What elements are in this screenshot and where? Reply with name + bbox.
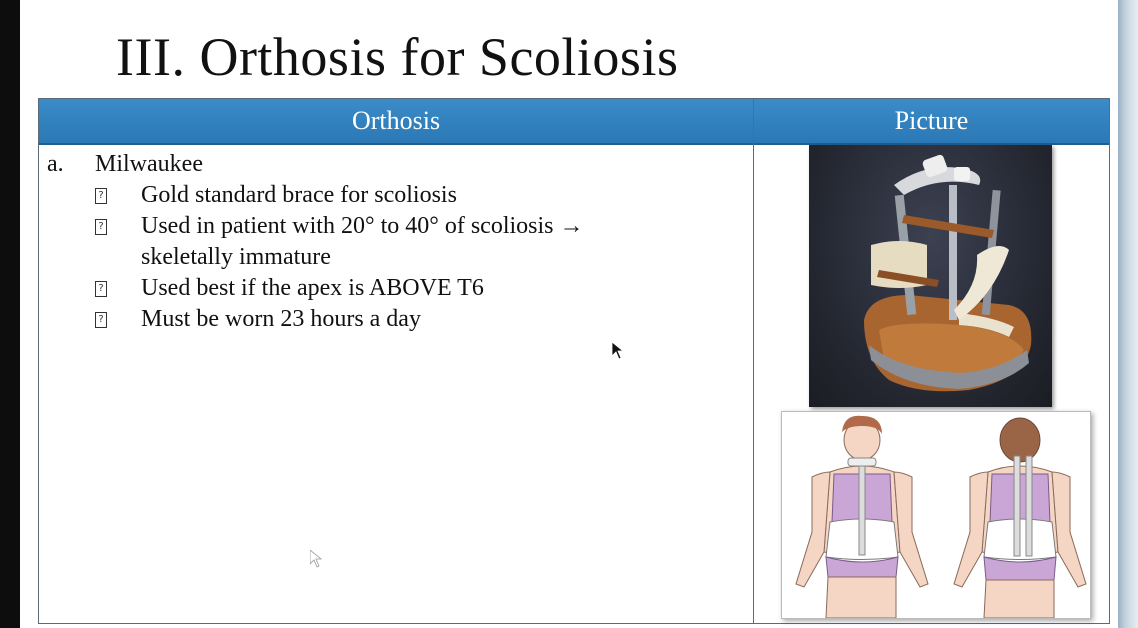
item-letter: a. [47,151,64,177]
bullet-text: Used in patient with 20° to 40° of scoliosis → skeletally immature [141,213,584,270]
header-picture: Picture [894,106,969,135]
left-window-edge [0,0,20,628]
brace-illustration-drawing [782,412,1090,618]
bullet-list [47,180,737,335]
list-item [95,304,737,335]
bullet-text: Used best if the apex is ABOVE T6 [141,275,484,301]
missing-glyph-icon: ? [95,312,107,328]
orthosis-table [38,98,1110,624]
column-divider [753,99,754,623]
item-heading [47,149,737,180]
missing-glyph-icon: ? [95,219,107,235]
list-item [95,211,737,273]
header-orthosis: Orthosis [351,106,441,135]
brace-illustration [781,411,1091,619]
missing-glyph-icon: ? [95,188,107,204]
missing-glyph-icon: ? [95,281,107,297]
bullet-text: Must be worn 23 hours a day [141,306,421,332]
right-window-edge [1118,0,1138,628]
list-item [95,180,737,211]
orthosis-cell [47,149,737,335]
mouse-cursor-icon [612,342,624,360]
item-name: Milwaukee [95,151,203,177]
milwaukee-brace-photo [809,145,1052,407]
slide [20,0,1118,628]
list-item [95,273,737,304]
table-header-row [39,99,1109,145]
slide-title: III. Orthosis for Scoliosis [116,27,679,87]
brace-photo-drawing [809,145,1052,407]
faded-cursor-icon [310,550,322,568]
bullet-text: Gold standard brace for scoliosis [141,182,457,208]
